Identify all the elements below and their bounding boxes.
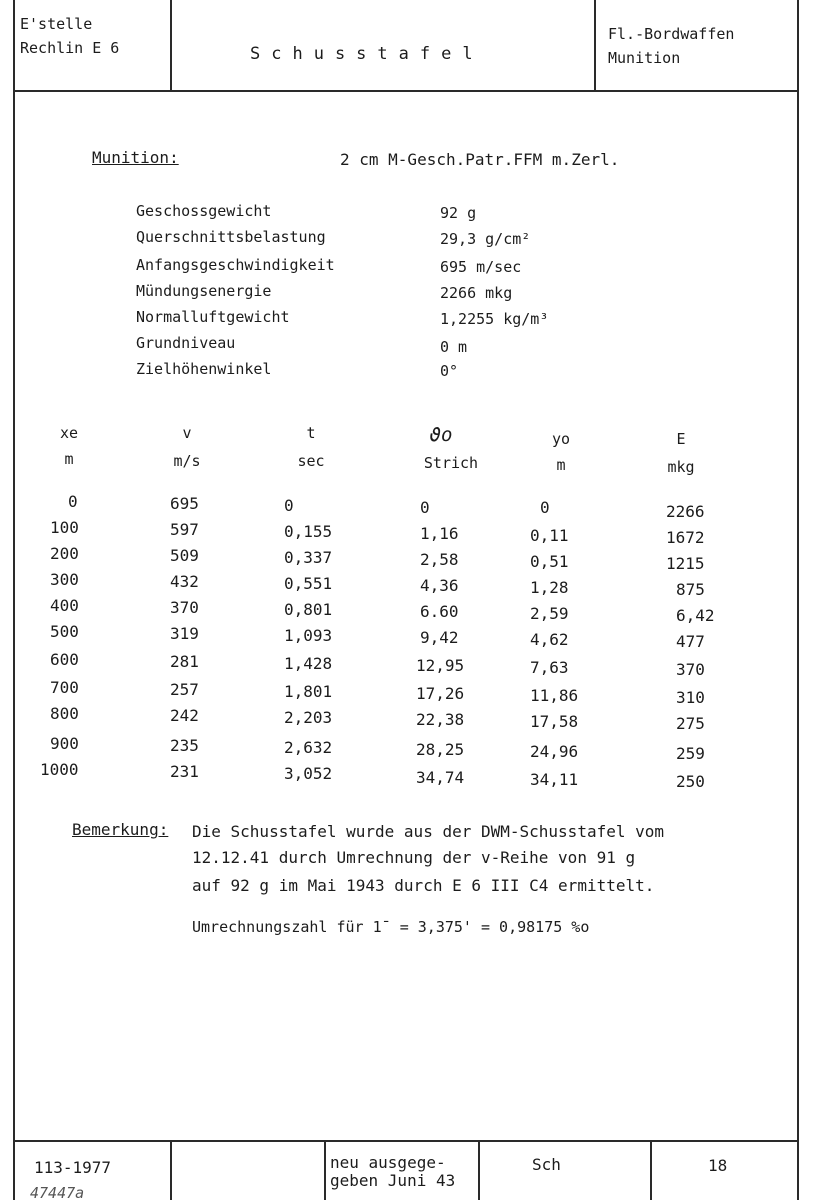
- param-value: 0°: [440, 362, 459, 380]
- table-cell: 700: [50, 678, 79, 697]
- table-cell: 200: [50, 544, 79, 563]
- param-label: Zielhöhenwinkel: [136, 360, 272, 378]
- table-cell: 875: [676, 580, 705, 599]
- column-unit: m/s: [173, 452, 201, 470]
- table-cell: 1,428: [284, 654, 333, 673]
- category-line-1: Fl.-Bordwaffen: [608, 25, 735, 43]
- param-value: 2266 mkg: [440, 284, 513, 302]
- table-cell: 300: [50, 570, 79, 589]
- document-number: 113-1977: [34, 1158, 112, 1177]
- table-cell: 17,58: [530, 712, 579, 731]
- table-cell: 2,203: [284, 708, 333, 727]
- table-cell: 695: [170, 494, 199, 513]
- column-unit: Strich: [423, 454, 479, 472]
- table-cell: 509: [170, 546, 199, 565]
- category-line-2: Munition: [608, 49, 681, 67]
- document-title: Schusstafel: [250, 44, 484, 64]
- table-cell: 235: [170, 736, 199, 755]
- remark-line: auf 92 g im Mai 1943 durch E 6 III C4 ermittelt.: [192, 876, 655, 895]
- table-cell: 0: [540, 498, 550, 517]
- footer-divider-1: [170, 1140, 172, 1200]
- param-value: 695 m/sec: [440, 258, 522, 276]
- table-cell: 0,155: [284, 522, 333, 541]
- table-cell: 1,16: [420, 524, 459, 543]
- param-label: Anfangsgeschwindigkeit: [136, 256, 335, 274]
- table-cell: 0,551: [284, 574, 333, 593]
- table-cell: 242: [170, 706, 199, 725]
- footer-divider-2: [324, 1140, 326, 1200]
- remark-label: Bemerkung:: [72, 820, 169, 839]
- table-cell: 0: [284, 496, 294, 515]
- table-cell: 24,96: [530, 742, 579, 761]
- table-cell: 6.60: [420, 602, 459, 621]
- weapon-category: [608, 22, 734, 70]
- table-cell: 597: [170, 520, 199, 539]
- table-cell: 0,11: [530, 526, 569, 545]
- table-cell: 0,801: [284, 600, 333, 619]
- table-cell: 600: [50, 650, 79, 669]
- table-cell: 1215: [666, 554, 705, 573]
- column-symbol: xe: [59, 424, 79, 442]
- remark-line: Die Schusstafel wurde aus der DWM-Schusstafel vom: [192, 822, 665, 841]
- table-cell: 0,51: [530, 552, 569, 571]
- header-bottom-rule: [13, 90, 799, 92]
- table-cell: 0,337: [284, 548, 333, 567]
- table-cell: 0: [68, 492, 78, 511]
- munition-label: Munition:: [92, 148, 179, 167]
- table-cell: 34,74: [416, 768, 465, 787]
- column-unit: mkg: [667, 458, 695, 476]
- column-symbol: ϑo: [429, 424, 453, 446]
- office-line-2: Rechlin E 6: [20, 39, 120, 57]
- param-value: 92 g: [440, 204, 477, 222]
- param-value: 29,3 g/cm²: [440, 230, 531, 248]
- param-label: Querschnittsbelastung: [136, 228, 326, 246]
- table-cell: 259: [676, 744, 705, 763]
- sheet-abbrev: Sch: [532, 1155, 561, 1174]
- munition-value: 2 cm M-Gesch.Patr.FFM m.Zerl.: [340, 150, 620, 169]
- issuing-office: [20, 12, 119, 60]
- table-cell: 0: [420, 498, 430, 517]
- column-symbol: E: [676, 430, 686, 448]
- table-cell: 6,42: [676, 606, 715, 625]
- table-cell: 2266: [666, 502, 705, 521]
- table-cell: 2,58: [420, 550, 459, 569]
- column-symbol: t: [306, 424, 316, 442]
- table-cell: 28,25: [416, 740, 465, 759]
- table-cell: 1000: [40, 760, 79, 779]
- footer-divider-3: [478, 1140, 480, 1200]
- table-cell: 319: [170, 624, 199, 643]
- table-cell: 400: [50, 596, 79, 615]
- table-cell: 275: [676, 714, 705, 733]
- param-value: 0 m: [440, 338, 468, 356]
- table-cell: 3,052: [284, 764, 333, 783]
- table-cell: 370: [170, 598, 199, 617]
- table-cell: 100: [50, 518, 79, 537]
- handwritten-mark: 47447a: [30, 1184, 85, 1202]
- edition-line-1: neu ausgege-: [330, 1153, 446, 1172]
- footer-top-rule: [13, 1140, 799, 1142]
- column-symbol: yo: [551, 430, 571, 448]
- param-label: Geschossgewicht: [136, 202, 272, 220]
- header-divider-1: [170, 0, 172, 92]
- table-cell: 7,63: [530, 658, 569, 677]
- frame-right-rule: [797, 0, 799, 1200]
- column-unit: m: [556, 456, 566, 474]
- param-label: Mündungsenergie: [136, 282, 272, 300]
- param-value: 1,2255 kg/m³: [440, 310, 549, 328]
- table-cell: 4,36: [420, 576, 459, 595]
- table-cell: 432: [170, 572, 199, 591]
- header-divider-2: [594, 0, 596, 92]
- table-cell: 477: [676, 632, 705, 651]
- page-number: 18: [708, 1156, 728, 1175]
- table-cell: 370: [676, 660, 705, 679]
- table-cell: 9,42: [420, 628, 459, 647]
- table-cell: 1,093: [284, 626, 333, 645]
- edition-line-2: geben Juni 43: [330, 1171, 456, 1190]
- param-label: Grundniveau: [136, 334, 236, 352]
- table-cell: 257: [170, 680, 199, 699]
- table-cell: 500: [50, 622, 79, 641]
- table-cell: 1672: [666, 528, 705, 547]
- footer-divider-4: [650, 1140, 652, 1200]
- table-cell: 231: [170, 762, 199, 781]
- column-symbol: v: [182, 424, 192, 442]
- table-cell: 310: [676, 688, 705, 707]
- param-label: Normalluftgewicht: [136, 308, 290, 326]
- table-cell: 2,632: [284, 738, 333, 757]
- table-cell: 900: [50, 734, 79, 753]
- table-cell: 250: [676, 772, 705, 791]
- table-cell: 11,86: [530, 686, 579, 705]
- table-cell: 2,59: [530, 604, 569, 623]
- table-cell: 1,28: [530, 578, 569, 597]
- table-cell: 34,11: [530, 770, 579, 789]
- table-cell: 1,801: [284, 682, 333, 701]
- conversion-note: Umrechnungszahl für 1¯ = 3,375' = 0,98175 %o: [192, 918, 590, 936]
- table-cell: 800: [50, 704, 79, 723]
- remark-line: 12.12.41 durch Umrechnung der v-Reihe von 91 g: [192, 848, 636, 867]
- table-cell: 17,26: [416, 684, 465, 703]
- table-cell: 22,38: [416, 710, 465, 729]
- frame-left-rule: [13, 0, 15, 1200]
- table-cell: 4,62: [530, 630, 569, 649]
- table-cell: 281: [170, 652, 199, 671]
- office-line-1: E'stelle: [20, 15, 93, 33]
- table-cell: 12,95: [416, 656, 465, 675]
- column-unit: sec: [297, 452, 325, 470]
- column-unit: m: [64, 450, 74, 468]
- edition-note: [330, 1154, 455, 1190]
